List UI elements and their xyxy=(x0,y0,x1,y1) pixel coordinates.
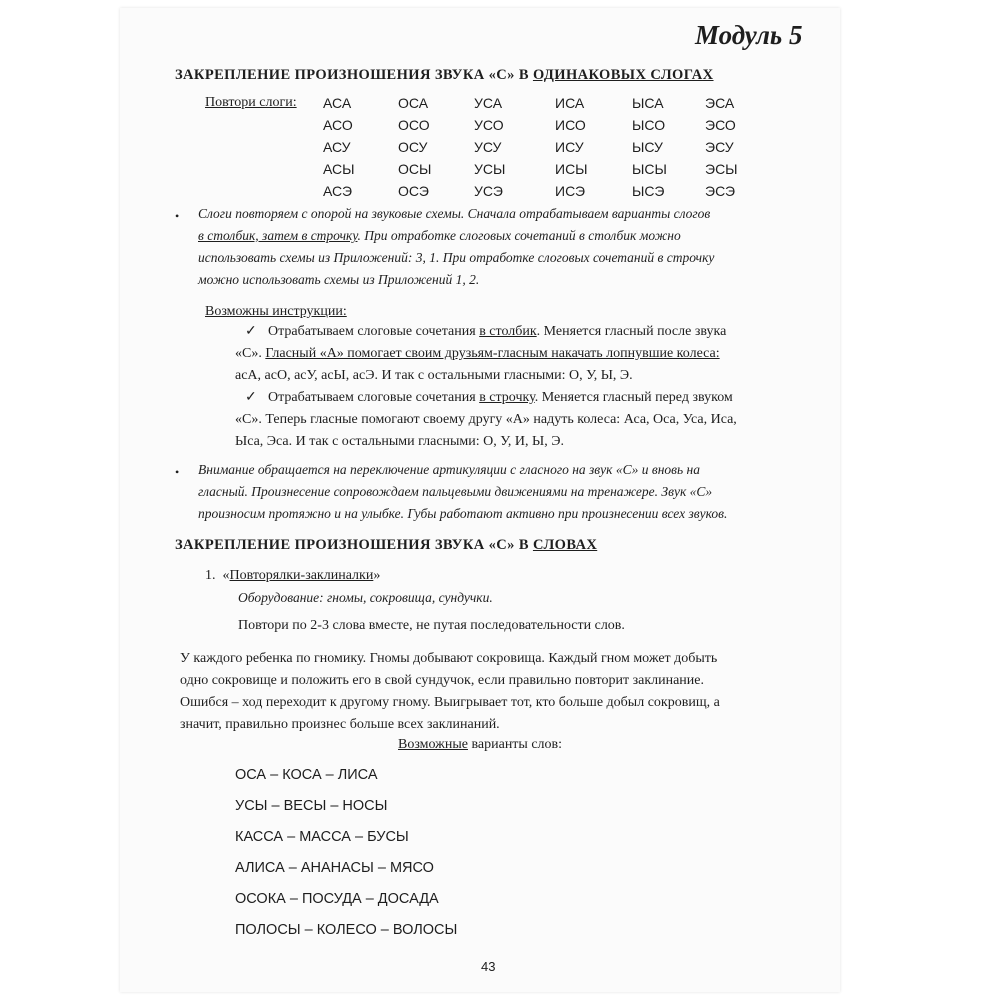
heading-underlined-text: СЛОВАХ xyxy=(532,537,598,553)
instr1-line: асА, асО, асУ, асЫ, асЭ. И так с остальными гласными: О, У, Ы, Э. xyxy=(235,368,633,383)
syllable: ЫСА xyxy=(632,95,664,111)
module-title: Модуль 5 xyxy=(695,20,803,50)
instr-text: . Меняется гласный после звука xyxy=(536,324,727,339)
instr-text: Отрабатываем слоговые сочетания xyxy=(268,390,480,405)
syllable: ОСУ xyxy=(398,139,428,155)
syllable: ЭСА xyxy=(705,95,735,111)
paragraph-line: одно сокровище и положить его в свой сундучок, если правильно повторит заклинание. xyxy=(180,673,705,688)
variants-text: варианты слов: xyxy=(467,737,563,752)
note1-line: использовать схемы из Приложений: 3, 1. При отработке слоговых сочетаний в строчку xyxy=(198,250,715,265)
instr-text: «С». xyxy=(235,346,266,361)
syllable: АСУ xyxy=(323,139,351,155)
page-number: 43 xyxy=(481,959,496,974)
note1-underlined: в столбик, затем в строчку xyxy=(198,228,358,243)
note2-line: Внимание обращается на переключение артикуляции с гласного на звук «С» и вновь на xyxy=(198,462,700,477)
syllable: АСЫ xyxy=(323,161,355,177)
word-row: ПОЛОСЫ – КОЛЕСО – ВОЛОСЫ xyxy=(235,922,458,938)
heading-text: ЗАКРЕПЛЕНИЕ ПРОИЗНОШЕНИЯ ЗВУКА «С» В xyxy=(175,67,533,83)
syllable: ОСА xyxy=(398,95,429,111)
syllable: ЫСУ xyxy=(632,139,663,155)
syllable: АСЭ xyxy=(323,183,353,199)
syllable: ОСО xyxy=(398,117,430,133)
checkmark-icon: ✓ xyxy=(245,390,257,405)
syllable: УСО xyxy=(474,117,504,133)
word-row: УСЫ – ВЕСЫ – НОСЫ xyxy=(235,798,388,814)
syllable: ИСО xyxy=(555,117,586,133)
quote-close: » xyxy=(373,568,381,583)
section-heading-words xyxy=(175,537,597,554)
quote-open: « xyxy=(222,568,230,583)
instr2-line xyxy=(268,390,733,406)
note2-line: гласный. Произнесение сопровождаем пальцевыми движениями на тренажере. Звук «С» xyxy=(198,484,713,499)
word-row: АЛИСА – АНАНАСЫ – МЯСО xyxy=(235,860,434,876)
instructions-label: Возможны инструкции: xyxy=(205,304,347,319)
syllable: ЫСЫ xyxy=(632,161,667,177)
syllable: ИСЫ xyxy=(555,161,588,177)
syllable: УСА xyxy=(474,95,503,111)
game-equipment: Оборудование: гномы, сокровища, сундучки. xyxy=(238,590,493,605)
instr2-line: Ыса, Эса. И так с остальными гласными: О, У, И, Ы, Э. xyxy=(235,434,564,449)
syllable: ИСУ xyxy=(555,139,584,155)
syllable: ЫСО xyxy=(632,117,666,133)
syllable: ЭСЭ xyxy=(705,183,736,199)
syllable: УСЭ xyxy=(474,183,503,199)
syllable: ЫСЭ xyxy=(632,183,665,199)
note1-text: . При отработке слоговых сочетаний в столбик можно xyxy=(357,228,681,243)
section-heading-syllables xyxy=(175,67,714,84)
checkmark-icon: ✓ xyxy=(245,324,257,339)
instr-underlined: в строчку xyxy=(479,390,535,405)
syllable: ИСЭ xyxy=(555,183,586,199)
instr1-line xyxy=(268,324,726,340)
word-row: КАССА – МАССА – БУСЫ xyxy=(235,829,409,845)
note1-line xyxy=(198,228,681,244)
bullet-icon: • xyxy=(175,465,180,479)
syllable: ЭСО xyxy=(705,117,736,133)
syllable: ИСА xyxy=(555,95,585,111)
variants-underlined: Возможные xyxy=(398,737,468,752)
instr2-line: «С». Теперь гласные помогают своему другу «А» надуть колеса: Аса, Оса, Уса, Иса, xyxy=(235,412,737,427)
syllable: ОСЫ xyxy=(398,161,432,177)
instr1-line xyxy=(235,346,720,362)
bullet-icon: • xyxy=(175,209,180,223)
syllable: ЭСУ xyxy=(705,139,734,155)
paragraph-line: Ошибся – ход переходит к другому гному. Выигрывает тот, кто больше добыл сокровищ, а xyxy=(180,695,720,710)
game-number: 1. xyxy=(205,568,216,583)
syllable: АСА xyxy=(323,95,352,111)
note1-line: Слоги повторяем с опорой на звуковые схемы. Сначала отрабатываем варианты слогов xyxy=(198,206,711,221)
syllable: АСО xyxy=(323,117,353,133)
variants-label xyxy=(398,737,562,753)
note2-line: произносим протяжно и на улыбке. Губы работают активно при произнесении всех звуков. xyxy=(198,506,728,521)
game-instruction: Повтори по 2-3 слова вместе, не путая последовательности слов. xyxy=(238,618,625,633)
instr-text: Отрабатываем слоговые сочетания xyxy=(268,324,480,339)
instr-underlined: Гласный «А» помогает своим друзьям-гласным накачать лопнувшие колеса: xyxy=(265,346,720,361)
instr-text: . Меняется гласный перед звуком xyxy=(534,390,733,405)
note1-line: можно использовать схемы из Приложений 1, 2. xyxy=(198,272,480,287)
paragraph-line: У каждого ребенка по гномику. Гномы добывают сокровища. Каждый гном может добыть xyxy=(180,651,718,666)
heading-text: ЗАКРЕПЛЕНИЕ ПРОИЗНОШЕНИЯ ЗВУКА «С» В xyxy=(175,537,533,553)
paragraph-line: значит, правильно произнес больше всех заклинаний. xyxy=(180,717,500,732)
heading-underlined-text: ОДИНАКОВЫХ СЛОГАХ xyxy=(532,67,714,83)
repeat-label: Повтори слоги: xyxy=(205,95,297,110)
page-sheet xyxy=(120,8,840,992)
syllable: УСУ xyxy=(474,139,502,155)
syllable: ОСЭ xyxy=(398,183,429,199)
syllable: УСЫ xyxy=(474,161,506,177)
syllable: ЭСЫ xyxy=(705,161,738,177)
word-row: ОСОКА – ПОСУДА – ДОСАДА xyxy=(235,891,439,907)
word-row: ОСА – КОСА – ЛИСА xyxy=(235,767,378,783)
instr-underlined: в столбик xyxy=(479,324,537,339)
game-title: Повторялки-заклиналки xyxy=(229,568,374,583)
game-title-line xyxy=(205,568,380,584)
